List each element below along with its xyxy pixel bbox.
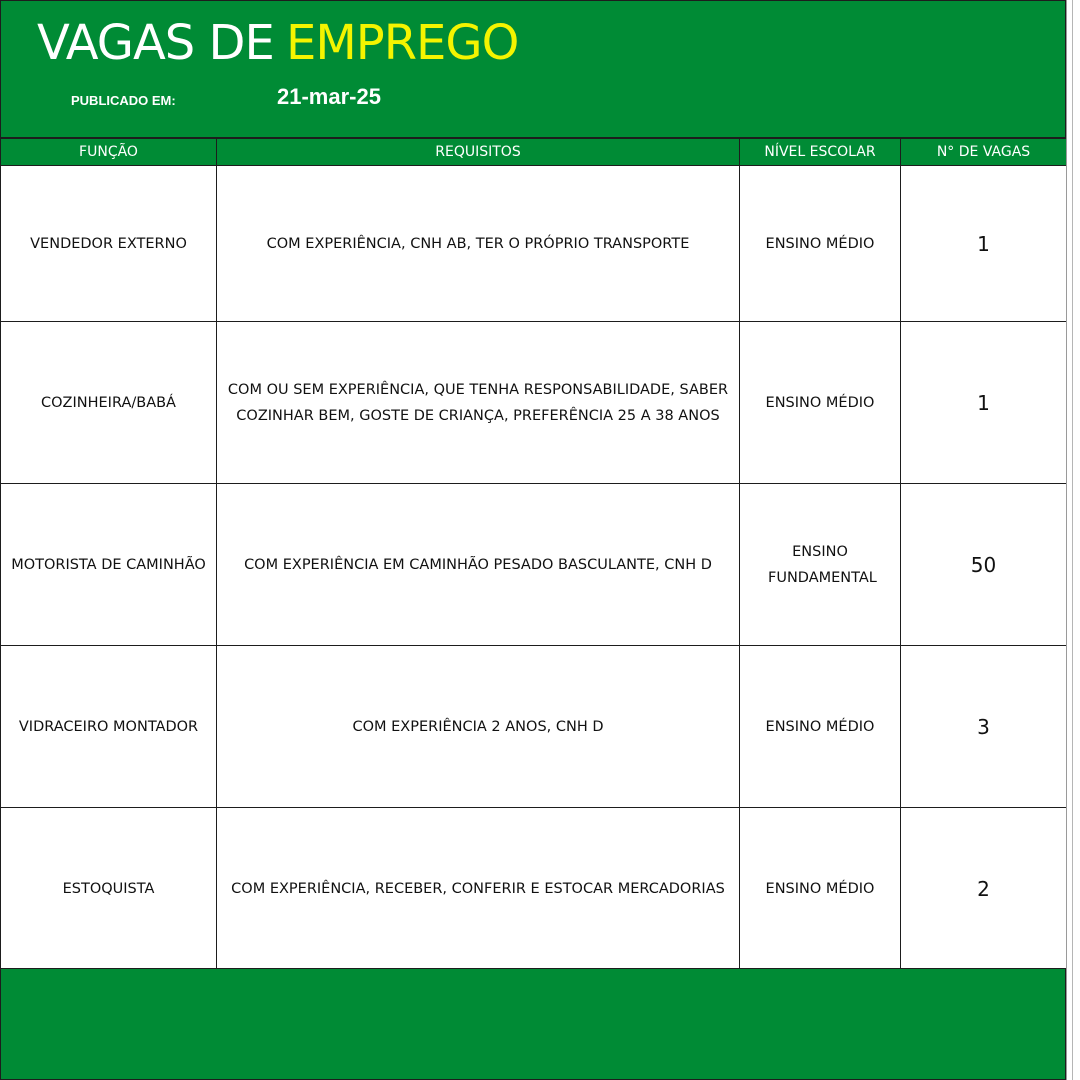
table-row [1, 808, 1067, 970]
cell-nivel-escolar: ENSINO MÉDIO [740, 646, 901, 808]
cell-funcao: VIDRACEIRO MONTADOR [1, 646, 217, 808]
cell-nivel-escolar: ENSINO MÉDIO [740, 808, 901, 970]
cell-requisitos: COM EXPERIÊNCIA EM CAMINHÃO PESADO BASCULANTE, CNH D [217, 484, 740, 646]
column-header-num-vagas: N° DE VAGAS [901, 139, 1067, 166]
table-header-row [1, 139, 1067, 166]
title-part-2: EMPREGO [286, 15, 519, 71]
footer-banner [0, 968, 1066, 1080]
column-header-requisitos: REQUISITOS [217, 139, 740, 166]
cell-requisitos: COM EXPERIÊNCIA 2 ANOS, CNH D [217, 646, 740, 808]
table-row [1, 166, 1067, 322]
title-part-1: VAGAS DE [37, 15, 274, 71]
cell-num-vagas: 2 [901, 808, 1067, 970]
page-edge-scrollbar [1066, 0, 1080, 1080]
cell-num-vagas: 50 [901, 484, 1067, 646]
column-header-funcao: FUNÇÃO [1, 139, 217, 166]
cell-funcao: VENDEDOR EXTERNO [1, 166, 217, 322]
published-date: 21-mar-25 [277, 84, 381, 109]
jobs-table [0, 138, 1067, 970]
cell-requisitos: COM EXPERIÊNCIA, RECEBER, CONFERIR E ESTOCAR MERCADORIAS [217, 808, 740, 970]
cell-nivel-escolar: ENSINO FUNDAMENTAL [740, 484, 901, 646]
cell-requisitos: COM OU SEM EXPERIÊNCIA, QUE TENHA RESPONSABILIDADE, SABER COZINHAR BEM, GOSTE DE CRIANÇA, PREFERÊNCIA 25 A 38 ANOS [217, 322, 740, 484]
cell-funcao: MOTORISTA DE CAMINHÃO [1, 484, 217, 646]
cell-requisitos: COM EXPERIÊNCIA, CNH AB, TER O PRÓPRIO TRANSPORTE [217, 166, 740, 322]
table-row [1, 484, 1067, 646]
header-banner [0, 0, 1066, 138]
table-row [1, 646, 1067, 808]
page-edge-line [1072, 0, 1073, 1080]
cell-funcao: ESTOQUISTA [1, 808, 217, 970]
table-row [1, 322, 1067, 484]
cell-num-vagas: 3 [901, 646, 1067, 808]
cell-nivel-escolar: ENSINO MÉDIO [740, 166, 901, 322]
cell-funcao: COZINHEIRA/BABÁ [1, 322, 217, 484]
cell-nivel-escolar: ENSINO MÉDIO [740, 322, 901, 484]
published-label: PUBLICADO EM: [71, 93, 176, 108]
column-header-nivel-escolar: NÍVEL ESCOLAR [740, 139, 901, 166]
cell-num-vagas: 1 [901, 166, 1067, 322]
cell-num-vagas: 1 [901, 322, 1067, 484]
